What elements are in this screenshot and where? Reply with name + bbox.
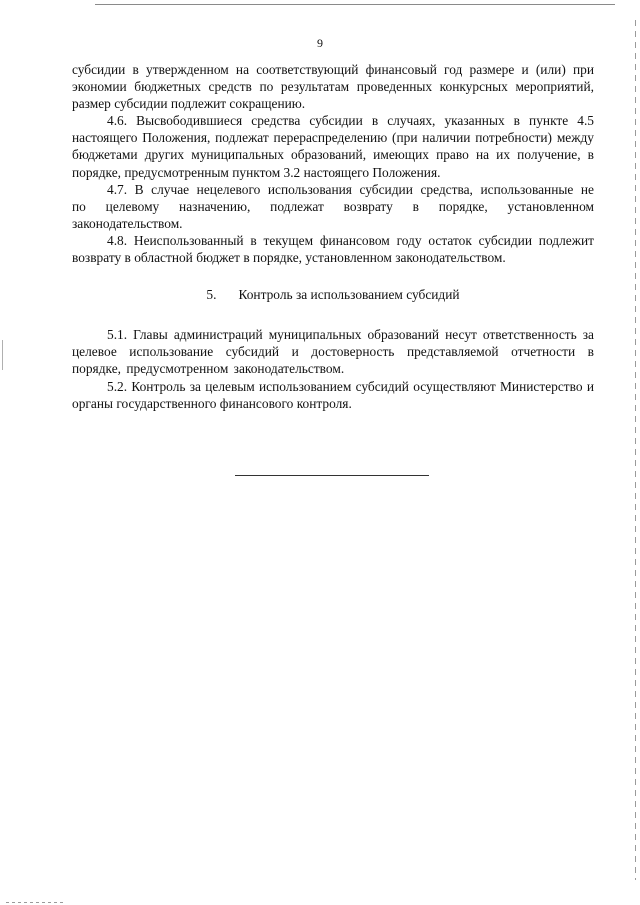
scan-border-right: [635, 20, 636, 880]
section-number: 5.: [206, 287, 217, 303]
paragraph-4-7: 4.7. В случае нецелевого использования субсидии средства, использованные не по целевому назначению, подлежат возврату в порядке, установленном законодательством.: [72, 181, 594, 231]
end-divider: [235, 475, 429, 476]
section-title: Контроль за использованием субсидий: [238, 287, 460, 303]
document-body: [72, 61, 594, 412]
scan-mark-left: [2, 340, 3, 370]
scan-border-top: [95, 4, 615, 5]
page-number: 9: [317, 36, 323, 50]
paragraph-5-1: 5.1. Главы администраций муниципальных образований несут ответственность за целевое использование субсидий и достоверность представляемой отчетности в порядке, предусмотренном законодательством.: [72, 327, 594, 377]
paragraph-4-8: 4.8. Неиспользованный в текущем финансовом году остаток субсидии подлежит возврату в областной бюджет в порядке, установленном законодательством.: [72, 232, 594, 266]
paragraph-4-6: 4.6. Высвободившиеся средства субсидии в случаях, указанных в пункте 4.5 настоящего Положения, подлежат перераспределению (при наличии потребности) между бюджетами других муниципальных образований, имеющих право на их получение, в порядке, предусмотренным пунктом 3.2 настоящего Положения.: [72, 113, 594, 180]
paragraph-5-2: 5.2. Контроль за целевым использованием субсидий осуществляют Министерство и органы государственного финансового контроля.: [72, 378, 594, 411]
scan-mark-bottom: [6, 902, 66, 903]
section-heading: [72, 286, 594, 303]
paragraph-continuation: субсидии в утвержденном на соответствующий финансовый год размере и (или) при экономии бюджетных средств по результатам проведенных конкурсных мероприятий, размер субсидии подлежит сокращению.: [72, 62, 594, 112]
